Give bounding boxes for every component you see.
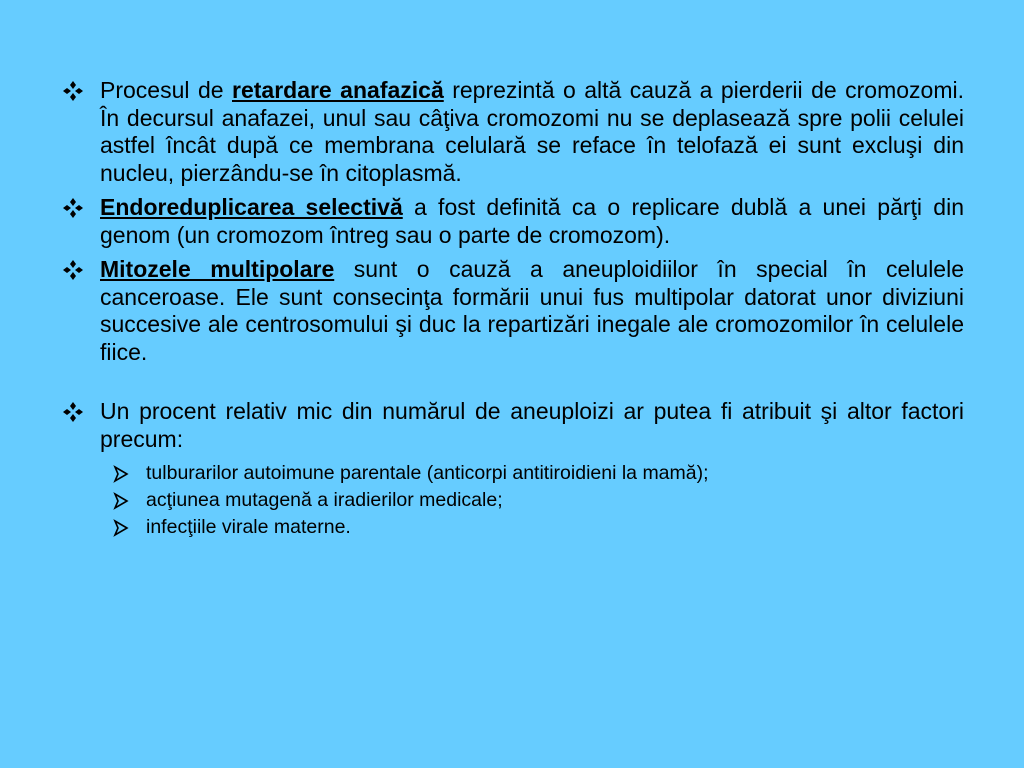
factor-sublist [62, 460, 964, 541]
four-diamond-bullet-icon [62, 80, 84, 102]
bullet-text-pre: Procesul de [100, 77, 232, 103]
sub-item [62, 487, 964, 514]
bullet-alti-factori [62, 398, 964, 453]
bullet-retardare-anafazica [62, 77, 964, 187]
four-diamond-bullet-icon [62, 401, 84, 423]
term-endoreduplicarea-selectiva: Endoreduplicarea selectivă [100, 194, 403, 220]
bullet-mitozele-multipolare [62, 256, 964, 366]
sub-item-text: tulburarilor autoimune parentale (anticorpi antitiroidieni la mamă); [146, 462, 709, 484]
sub-item [62, 460, 964, 487]
term-retardare-anafazica: retardare anafazică [232, 77, 444, 103]
bullet-text: Un procent relativ mic din numărul de aneuploizi ar putea fi atribuit şi altor factori precum: [100, 398, 964, 452]
arrowhead-bullet-icon [112, 492, 130, 510]
four-diamond-bullet-icon [62, 259, 84, 281]
term-mitozele-multipolare: Mitozele multipolare [100, 256, 335, 282]
sub-item [62, 514, 964, 541]
arrowhead-bullet-icon [112, 519, 130, 537]
sub-item-text: infecţiile virale materne. [146, 516, 351, 538]
arrowhead-bullet-icon [112, 465, 130, 483]
sub-item-text: acţiunea mutagenă a iradierilor medicale; [146, 489, 503, 511]
four-diamond-bullet-icon [62, 197, 84, 219]
bullet-text: sunt o cauză a aneuploidiilor în special în celulele canceroase. Ele sunt consecinţa formării unui fus multipolar datorat unor diviziuni succesive ale centrosomului şi duc la repartizări inegale ale cromozomilor în celulele fiice. [100, 256, 964, 365]
bullet-text: reprezintă o altă cauză a pierderii de cromozomi. În decursul anafazei, unul sau câţiva cromozomi nu se deplasează spre polii celulei astfel încât după ce membrana celulară se reface în telofază ei sunt excluşi din nucleu, pierzându-se în citoplasmă. [100, 77, 964, 186]
bullet-text: a fost definită ca o replicare dublă a unei părţi din genom (un cromozom întreg sau o parte de cromozom). [100, 194, 964, 248]
slide-content [62, 77, 964, 541]
bullet-endoreduplicarea [62, 194, 964, 249]
